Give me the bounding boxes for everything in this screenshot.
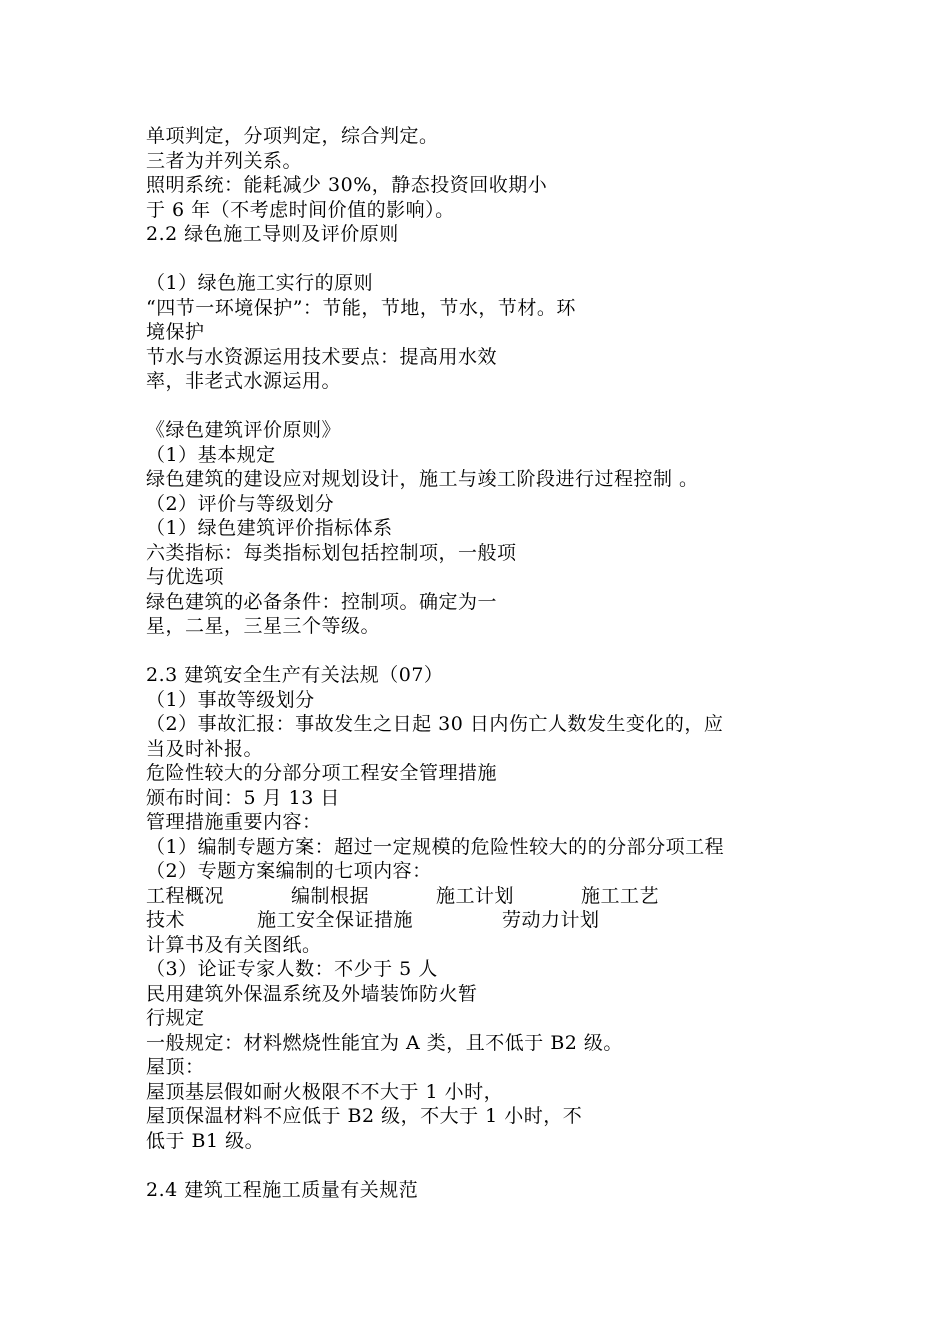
- text-line: 星，二星，三星三个等级。: [146, 615, 381, 637]
- text-line: 境保护: [146, 321, 205, 343]
- text-line: 低于 B1 级。: [146, 1129, 265, 1152]
- text-line: 屋顶保温材料不应低于 B2 级，不大于 1 小时，不: [146, 1105, 583, 1127]
- item-label: 施工计划: [436, 884, 515, 907]
- section-heading: 2.3 建筑安全生产有关法规（07）: [146, 664, 444, 686]
- text-line: （1）基本规定: [146, 443, 276, 466]
- text-line: 民用建筑外保温系统及外墙装饰防火暂: [146, 982, 478, 1005]
- text-line: 《绿色建筑评价原则》: [146, 419, 342, 441]
- text-line: 率，非老式水源运用。: [146, 370, 342, 392]
- text-line: 三者为并列关系。: [146, 149, 303, 172]
- text-line: （2）评价与等级划分: [146, 492, 335, 515]
- blank-line: [146, 1153, 826, 1178]
- text-line: 屋顶：: [146, 1056, 205, 1078]
- document-body: [146, 124, 826, 1202]
- section-heading: 2.2 绿色施工导则及评价原则: [146, 223, 399, 245]
- text-line: （2）专题方案编制的七项内容：: [146, 860, 432, 882]
- text-line: （1）绿色建筑评价指标体系: [146, 517, 393, 539]
- text-line: 单项判定，分项判定，综合判定。: [146, 125, 439, 147]
- text-line: 于 6 年（不考虑时间价值的影响）。: [146, 198, 455, 221]
- text-line: 行规定: [146, 1007, 205, 1029]
- seven-items-row: [146, 884, 826, 909]
- text-line: （1）事故等级划分: [146, 688, 315, 711]
- blank-line: [146, 639, 826, 664]
- text-line: （3）论证专家人数：不少于 5 人: [146, 958, 438, 980]
- text-line: （1）绿色施工实行的原则: [146, 272, 374, 294]
- blank-line: [146, 394, 826, 419]
- item-label: 编制根据: [291, 884, 370, 907]
- text-line: “四节一环境保护”：节能，节地，节水，节材。环: [146, 296, 576, 319]
- item-label: 劳动力计划: [502, 909, 600, 931]
- text-line: 当及时补报。: [146, 737, 264, 760]
- text-line: （2）事故汇报：事故发生之日起 30 日内伤亡人数发生变化的，应: [146, 713, 724, 735]
- text-line: 颁布时间：5 月 13 日: [146, 786, 340, 809]
- text-line: 绿色建筑的建设应对规划设计，施工与竣工阶段进行过程控制 。: [146, 468, 699, 490]
- text-line: 与优选项: [146, 566, 225, 588]
- text-line: 一般规定：材料燃烧性能宜为 A 类，且不低于 B2 级。: [146, 1031, 623, 1054]
- blank-line: [146, 247, 826, 272]
- text-line: 六类指标：每类指标划包括控制项，一般项: [146, 541, 517, 564]
- text-line: 节水与水资源运用技术要点：提高用水效: [146, 345, 498, 368]
- item-label: 施工工艺: [581, 884, 660, 907]
- text-line: 危险性较大的分部分项工程安全管理措施: [146, 762, 498, 784]
- text-line: 管理措施重要内容：: [146, 811, 322, 833]
- seven-items-row: [146, 908, 826, 933]
- text-line: 绿色建筑的必备条件：控制项。确定为一: [146, 590, 498, 613]
- section-heading: 2.4 建筑工程施工质量有关规范: [146, 1178, 419, 1201]
- text-line: （1）编制专题方案：超过一定规模的危险性较大的的分部分项工程: [146, 835, 725, 858]
- item-label: 施工安全保证措施: [257, 909, 414, 931]
- text-line: 计算书及有关图纸。: [146, 933, 322, 956]
- item-label: 技术: [146, 909, 186, 931]
- item-label: 工程概况: [146, 884, 225, 907]
- text-line: 照明系统：能耗减少 30%，静态投资回收期小: [146, 174, 548, 196]
- text-line: 屋顶基层假如耐火极限不不大于 1 小时，: [146, 1080, 504, 1103]
